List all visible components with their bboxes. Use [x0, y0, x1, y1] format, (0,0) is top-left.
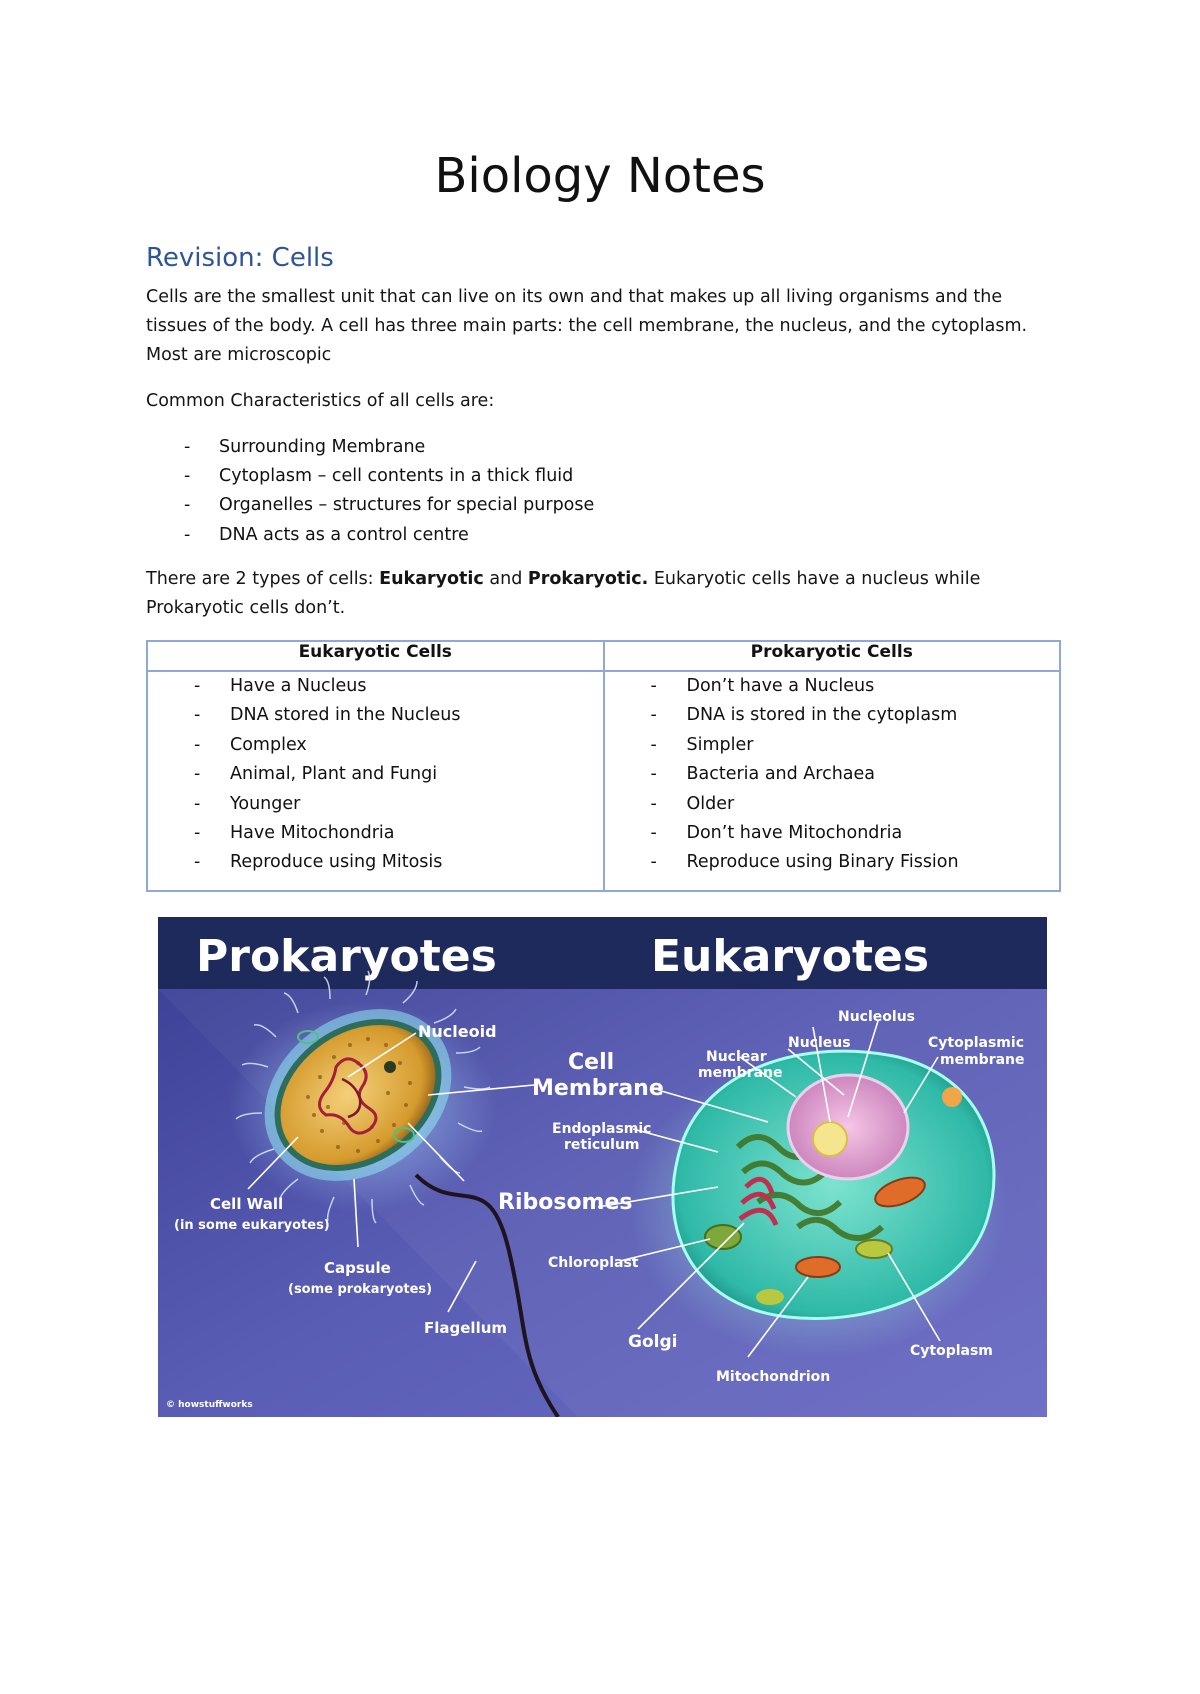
list-item: - Reproduce using Binary Fission	[605, 848, 1060, 877]
page-title: Biology Notes	[434, 148, 766, 204]
list-item: - Don’t have Mitochondria	[605, 819, 1060, 848]
characteristics-list	[146, 433, 594, 550]
list-item: - DNA stored in the Nucleus	[148, 701, 603, 730]
eukaryotic-cell	[147, 671, 604, 891]
label-nuclear-membrane: membrane	[698, 1065, 783, 1081]
list-item: - Cytoplasm – cell contents in a thick fluid	[146, 462, 594, 491]
label-capsule-note: (some prokaryotes)	[288, 1282, 433, 1297]
label-cell: Cell	[568, 1050, 615, 1075]
list-item: - Animal, Plant and Fungi	[148, 760, 603, 789]
nucleolus	[813, 1122, 847, 1156]
plasmid	[384, 1061, 396, 1073]
cell-diagram	[158, 917, 1047, 1417]
eukaryotic-term: Eukaryotic	[379, 569, 484, 589]
label-membrane: Membrane	[532, 1076, 664, 1101]
prokaryotic-list	[605, 672, 1060, 878]
types-and: and	[483, 569, 528, 589]
label-nucleoid: Nucleoid	[418, 1022, 497, 1041]
list-item: - DNA is stored in the cytoplasm	[605, 701, 1060, 730]
label-mitochondrion: Mitochondrion	[716, 1369, 831, 1385]
eukaryotes-title: Eukaryotes	[651, 931, 930, 982]
label-cytoplasm: Cytoplasm	[910, 1343, 993, 1359]
list-item: - DNA acts as a control centre	[146, 521, 594, 550]
label-cytoplasmic-membrane: membrane	[940, 1052, 1025, 1068]
list-item: - Surrounding Membrane	[146, 433, 594, 462]
column-header-eukaryotic: Eukaryotic Cells	[147, 641, 604, 671]
label-cytoplasmic: Cytoplasmic	[928, 1035, 1024, 1051]
label-endoplasmic: Endoplasmic	[552, 1121, 652, 1137]
label-chloroplast: Chloroplast	[548, 1255, 639, 1271]
prokaryotes-title: Prokaryotes	[196, 931, 497, 982]
label-flagellum: Flagellum	[424, 1319, 508, 1337]
label-golgi: Golgi	[628, 1332, 678, 1352]
types-rest: Eukaryotic cells have a nucleus while Prokaryotic cells don’t.	[146, 569, 981, 618]
list-item: - Organelles – structures for special purpose	[146, 491, 594, 520]
label-nucleus: Nucleus	[788, 1035, 851, 1051]
section-heading: Revision: Cells	[146, 243, 334, 273]
label-cell-wall: Cell Wall	[210, 1195, 284, 1213]
chloroplast	[705, 1225, 741, 1249]
label-reticulum: reticulum	[564, 1137, 640, 1153]
cell-types-paragraph	[146, 565, 1066, 623]
characteristics-intro: Common Characteristics of all cells are:	[146, 391, 495, 411]
types-lead: There are 2 types of cells:	[146, 569, 380, 589]
list-item: - Complex	[148, 731, 603, 760]
prokaryotic-cell	[604, 671, 1061, 891]
list-item: - Have Mitochondria	[148, 819, 603, 848]
label-cell-wall-note: (in some eukaryotes)	[174, 1218, 330, 1233]
table-row	[147, 671, 1060, 891]
column-header-prokaryotic: Prokaryotic Cells	[604, 641, 1061, 671]
label-nucleolus: Nucleolus	[838, 1009, 915, 1025]
list-item: - Older	[605, 790, 1060, 819]
list-item: - Simpler	[605, 731, 1060, 760]
prokaryotic-term: Prokaryotic.	[527, 569, 649, 589]
list-item: - Bacteria and Archaea	[605, 760, 1060, 789]
cell-diagram-illustration	[158, 917, 1047, 1417]
table-header-row	[147, 641, 1060, 671]
comparison-table	[146, 640, 1061, 892]
label-ribosomes: Ribosomes	[498, 1190, 633, 1215]
list-item: - Reproduce using Mitosis	[148, 848, 603, 877]
image-credit: © howstuffworks	[166, 1400, 253, 1410]
intro-paragraph: Cells are the smallest unit that can live on its own and that makes up all living organisms and the tissues of the body. A cell has three main parts: the cell membrane, the nucleus, and the cytoplasm. Most are microscopic	[146, 287, 1028, 365]
eukaryotic-list	[148, 672, 603, 878]
label-capsule: Capsule	[324, 1259, 391, 1277]
label-nuclear: Nuclear	[706, 1049, 767, 1065]
list-item: - Have a Nucleus	[148, 672, 603, 701]
list-item: - Don’t have a Nucleus	[605, 672, 1060, 701]
nucleus	[788, 1075, 908, 1179]
list-item: - Younger	[148, 790, 603, 819]
